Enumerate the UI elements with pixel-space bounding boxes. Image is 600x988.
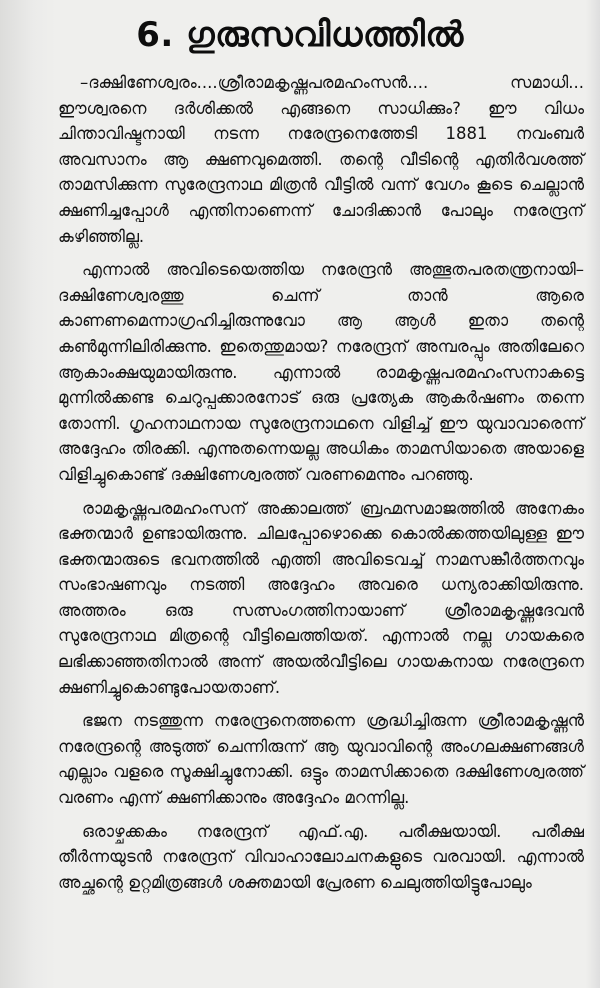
paragraph: എന്നാൽ അവിടെയെത്തിയ നരേന്ദ്രൻ അത്ഭുതപരതന്ത്രനായി–ദക്ഷിണേശ്വരത്തു ചെന്ന് താൻ ആരെ കാണണമെന്നാഗ്രഹിച്ചിരുന്നുവോ ആ ആൾ ഇതാ തന്റെ കൺമുന്നിലിരിക്കുന്നു. ഇതെന്തുമായ? നരേന്ദ്രന് അമ്പരപ്പും അതിലേറെ ആകാംക്ഷയുമായിരുന്നു. എന്നാൽ രാമകൃഷ്ണപരമഹംസനാകട്ടെ മുന്നിൽക്കണ്ട ചെറുപ്പക്കാരനോട് ഒരു പ്രത്യേക ആകർഷണം തന്നെ തോന്നി. ഗൃഹനാഥനായ സുരേന്ദ്രനാഥനെ വിളിച്ച് ഈ യുവാവാരെന്ന് അദ്ദേഹം തിരക്കി. എന്നുതന്നെയല്ല അധികം താമസിയാതെ അയാളെ വിളിച്ചുകൊണ്ട് ദക്ഷിണേശ്വരത്ത് വരണമെന്നും പറഞ്ഞു.	[58, 260, 584, 484]
right-margin-bleed	[586, 0, 600, 988]
paragraph: –ദക്ഷിണേശ്വരം....ശ്രീരാമകൃഷ്ണപരമഹംസൻ.... സമാധി... ഈശ്വരനെ ദർശിക്കൽ എങ്ങനെ സാധിക്കും? ഈ വിധം ചിന്താവിഷ്ടനായി നടന്ന നരേന്ദ്രനെത്തേടി 1881 നവംബർ അവസാനം ആ ക്ഷണവുമെത്തി. തന്റെ വീടിന്റെ എതിർവശത്ത് താമസിക്കുന്ന സുരേന്ദ്രനാഥ മിത്രൻ വീട്ടിൽ വന്ന് വേഗം കൂടെ ചെല്ലാൻ ക്ഷണിച്ചപ്പോൾ എന്തിനാണെന്ന് ചോദിക്കാൻ പോലും നരേന്ദ്രന് കഴിഞ്ഞില്ല.	[58, 73, 584, 246]
paragraph: ഒരാഴ്ചക്കകം നരേന്ദ്രന് എഫ്.എ. പരീക്ഷയായി. പരീക്ഷ തീർന്നയുടൻ നരേന്ദ്രന് വിവാഹാലോചനകളുടെ വരവായി. എന്നാൽ അച്ഛന്റെ ഉറ്റമിത്രങ്ങൾ ശക്തമായി പ്രേരണ ചെലുത്തിയിട്ടുപോലും	[58, 821, 584, 892]
paragraph: രാമകൃഷ്ണപരമഹംസന് അക്കാലത്ത് ബ്രഹ്മസമാജത്തിൽ അനേകം ഭക്തന്മാർ ഉണ്ടായിരുന്നു. ചിലപ്പോഴൊക്കെ കൊൽക്കത്തയിലുള്ള ഈ ഭക്തന്മാരുടെ ഭവനത്തിൽ എത്തി അവിടെവച്ച് നാമസങ്കീർത്തനവും സംഭാഷണവും നടത്തി അദ്ദേഹം അവരെ ധന്യരാക്കിയിരുന്നു. അത്തരം ഒരു സത്സംഗത്തിനായാണ് ശ്രീരാമകൃഷ്ണദേവൻ സുരേന്ദ്രനാഥ മിത്രന്റെ വീട്ടിലെത്തിയത്. എന്നാൽ നല്ല ഗായകരെ ലഭിക്കാഞ്ഞതിനാൽ അന്ന് അയൽവീട്ടിലെ ഗായകനായ നരേന്ദ്രനെ ക്ഷണിച്ചുകൊണ്ടുപോയതാണ്.	[58, 498, 584, 697]
chapter-body	[58, 70, 584, 903]
left-margin-bleed	[0, 0, 56, 988]
chapter-title: 6. ഗുരുസവിധത്തിൽ	[136, 15, 464, 55]
paragraph: ഭജന നടത്തുന്ന നരേന്ദ്രനെത്തന്നെ ശ്രദ്ധിച്ചിരുന്ന ശ്രീരാമകൃഷ്ണൻ നരേന്ദ്രന്റെ അടുത്ത് ചെന്നിരുന്ന് ആ യുവാവിന്റെ അംഗലക്ഷണങ്ങൾ എല്ലാം വളരെ സൂക്ഷിച്ചുനോക്കി. ഒട്ടും താമസിക്കാതെ ദക്ഷിണേശ്വരത്ത് വരണം എന്ന് ക്ഷണിക്കാനും അദ്ദേഹം മറന്നില്ല.	[58, 711, 584, 808]
